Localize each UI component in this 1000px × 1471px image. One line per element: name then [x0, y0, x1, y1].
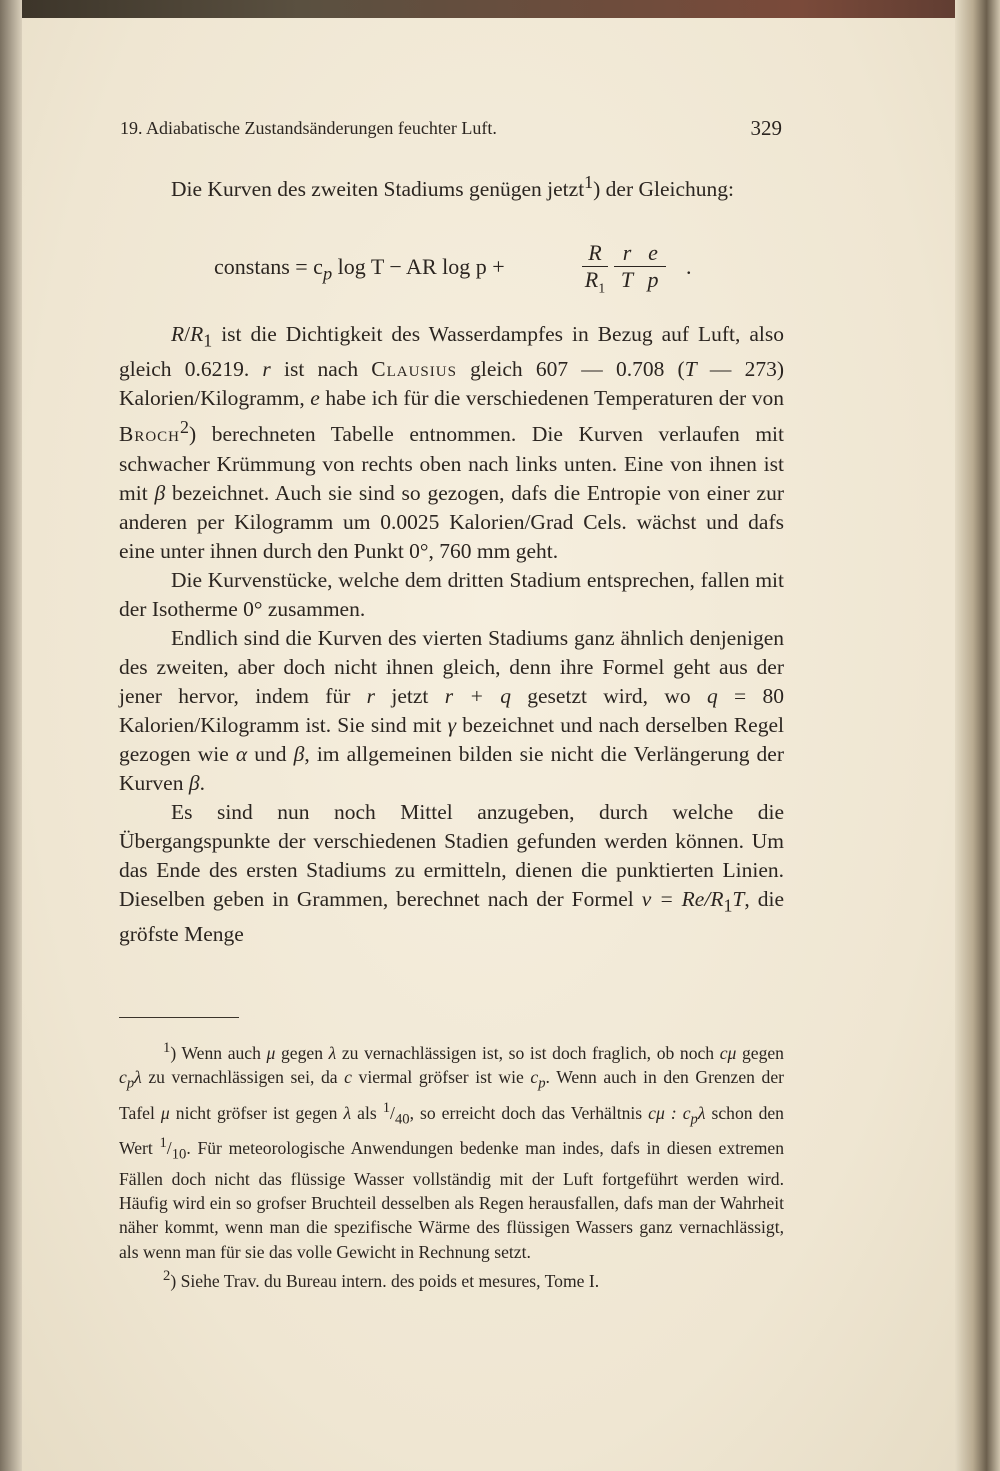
- book-spine: [0, 0, 22, 1471]
- equation: [214, 236, 714, 302]
- paragraph-1: Die Kurven des zweiten Stadiums genügen jetzt$^1$) der Gleichung:: [171, 172, 735, 202]
- footnote-ref-2[interactable]: 2: [180, 417, 189, 438]
- page-number: 329: [750, 116, 782, 140]
- paragraph-3: Die Kurvenstücke, welche dem dritten Stadium entsprechen, fallen mit der Isotherme 0° zusammen.: [119, 567, 784, 621]
- fraction-r-t: r T: [612, 240, 642, 293]
- paragraph-4: Endlich sind die Kurven des vierten Stadiums ganz ähnlich denjenigen des zweiten, aber doch nicht ihnen gleich, denn ihre Formel geht aus der jener hervor, indem für r jetzt r + q gesetzt wird, wo q = 80 Kalorien/Kilogramm ist. Sie sind mit γ bezeichnet und nach derselben Regel gezogen wie α und β, im allgemeinen bilden sie nicht die Verlängerung der Kurven β.: [119, 625, 785, 795]
- running-head: [120, 118, 782, 144]
- name-clausius: Clausius: [371, 357, 457, 382]
- footnote-rule: [119, 1017, 239, 1018]
- name-broch: Broch: [119, 422, 181, 447]
- footnote-ref-1[interactable]: 1: [584, 172, 594, 192]
- footnote-1: $^1$) Wenn auch μ gegen λ zu vernachlässigen ist, so ist doch fraglich, ob noch cμ gegen $c_p\lambda$ zu vernachlässigen sei, da c viermal gröfser ist wie $c_p$. Wenn auch in den Grenzen der Tafel μ nicht gröfser ist gegen λ als $^1/_{40}$, so erreicht doch das Verhältnis cμ : $c_p\lambda$ schon den Wert $^1/_{10}$. Für meteorologische Anwendungen bedenke man indes, dafs in diesen extremen Fällen doch nicht das flüssige Wasser vollständig mit der Luft fortgeführt werden wird. Häufig wird ein so grofser Bruchteil desselben als Regen herausfallen, dafs man der Wahrheit näher kommt, wenn man die spezifische Wärme des flüssigen Wassers ganz vernachlässigt, als wenn man für sie das volle Gewicht in Rechnung setzt.: [119, 1040, 784, 1262]
- fraction-r-r1: R $R_1$: [580, 240, 610, 293]
- paragraph-5: Es sind nun noch Mittel anzugeben, durch welche die Übergangspunkte der verschiedenen Stadien gefunden werden können. Um das Ende des ersten Stadiums zu ermitteln, dienen die punktierten Linien. Dieselben geben in Grammen, berechnet nach der Formel $v = Re/R_1T$, die gröfste Menge: [119, 799, 784, 946]
- page-edges: [955, 0, 1000, 1471]
- equation-lhs: constans = $c_p$ log T − AR log p +: [214, 254, 505, 284]
- chapter-title: 19. Adiabatische Zustandsänderungen feuchter Luft.: [120, 118, 497, 138]
- equation-period: .: [686, 254, 692, 279]
- footnotes: [119, 1036, 784, 1293]
- fraction-e-p: e p: [638, 240, 668, 293]
- paragraph-2: $R/R_1$ ist die Dichtigkeit des Wasserdampfes in Bezug auf Luft, also gleich 0.6219. r ist nach Clausius gleich 607 — 0.708 (T — 273) Kalorien/Kilogramm, e habe ich für die verschiedenen Temperaturen der von Broch$^2$) berechneten Tabelle entnommen. Die Kurven verlaufen mit schwacher Krümmung von rechts oben nach links unten. Eine von ihnen ist mit β bezeichnet. Auch sie sind so gezogen, dafs die Entropie von einer zur anderen per Kilogramm um 0.0025 Kalorien/Grad Cels. wächst und dafs eine unter ihnen durch den Punkt 0°, 760 mm geht.: [119, 322, 784, 563]
- book-binding-top: [0, 0, 1000, 18]
- footnote-2: $^2$) Siehe Trav. du Bureau intern. des poids et mesures, Tome I.: [163, 1267, 600, 1291]
